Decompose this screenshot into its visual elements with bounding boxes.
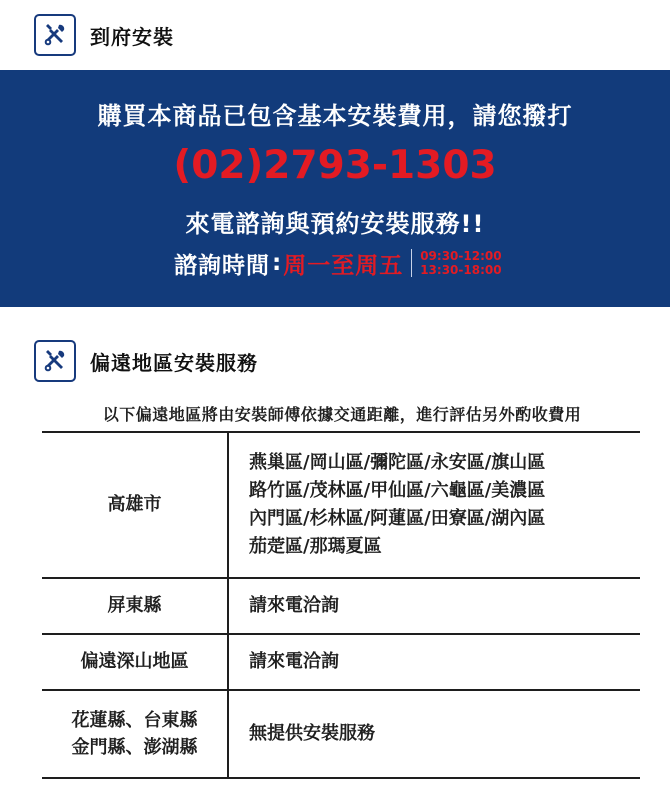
- hours-divider: [411, 249, 412, 277]
- detail-cell: [228, 634, 640, 690]
- table-row: [42, 634, 640, 690]
- hours-label: 諮詢時間: [174, 252, 270, 279]
- region-name: 金門縣、澎湖縣: [71, 737, 198, 758]
- detail-cell: [228, 690, 640, 778]
- detail-cell: [228, 578, 640, 634]
- remote-area-table: [42, 431, 640, 779]
- region-name: 偏遠深山地區: [80, 651, 189, 672]
- tools-icon: [34, 340, 76, 382]
- remote-installation-header: [34, 340, 258, 382]
- service-status: 無提供安裝服務: [249, 723, 375, 744]
- consultation-hours: [174, 246, 502, 280]
- region-name: 屏東縣: [107, 595, 162, 616]
- district-line: 內門區/杉林區/阿蓮區/田寮區/湖內區: [249, 508, 546, 529]
- afternoon-hours: 13:30-18:00: [420, 263, 502, 277]
- banner-booking-text: 來電諮詢與預約安裝服務!!: [185, 210, 485, 238]
- region-cell: [42, 690, 228, 778]
- service-status: 請來電洽詢: [249, 651, 339, 672]
- remote-installation-title: 偏遠地區安裝服務: [90, 350, 258, 375]
- detail-cell: [228, 432, 640, 578]
- table-row: [42, 432, 640, 578]
- service-status: 請來電洽詢: [249, 595, 339, 616]
- onsite-installation-header: [34, 14, 174, 56]
- district-line: 燕巢區/岡山區/彌陀區/永安區/旗山區: [249, 452, 546, 473]
- morning-hours: 09:30-12:00: [420, 249, 502, 263]
- region-cell: [42, 578, 228, 634]
- hours-times: [420, 249, 501, 277]
- district-line: 茄萣區/那瑪夏區: [249, 536, 382, 557]
- district-line: 路竹區/茂林區/甲仙區/六龜區/美濃區: [249, 480, 546, 501]
- hours-days: 周一至周五: [283, 252, 404, 279]
- table-row: [42, 578, 640, 634]
- banner-intro-text: 購買本商品已包含基本安裝費用，請您撥打: [97, 102, 573, 130]
- contact-banner: [0, 70, 670, 307]
- region-name: 高雄市: [107, 494, 162, 515]
- onsite-installation-title: 到府安裝: [90, 24, 174, 49]
- hours-colon: :: [272, 250, 282, 276]
- phone-number: (02)2793-1303: [173, 143, 497, 188]
- table-row: [42, 690, 640, 778]
- region-cell: [42, 634, 228, 690]
- region-name: 花蓮縣、台東縣: [71, 710, 198, 731]
- region-cell: [42, 432, 228, 578]
- tools-icon: [34, 14, 76, 56]
- remote-fee-note: 以下偏遠地區將由安裝師傅依據交通距離，進行評估另外酌收費用: [102, 405, 582, 424]
